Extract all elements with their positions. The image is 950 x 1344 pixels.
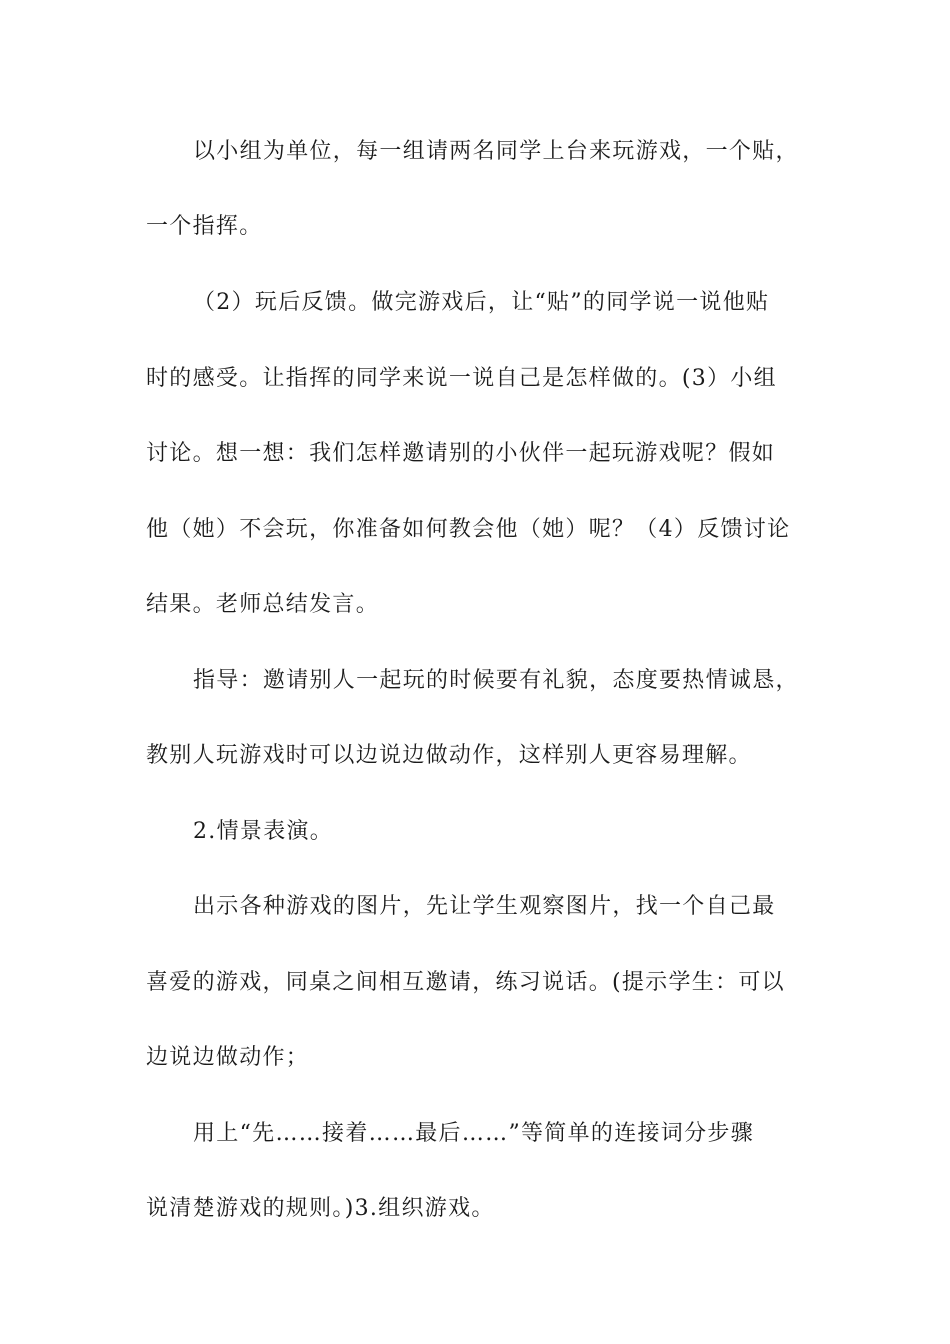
text-line: 结果。老师总结发言。	[146, 592, 380, 617]
text-line: 教别人玩游戏时可以边说边做动作，这样别人更容易理解。	[146, 743, 752, 768]
text-line: 边说边做动作；	[146, 1045, 310, 1070]
text-line: 以小组为单位，每一组请两名同学上台来玩游戏，一个贴，	[193, 139, 799, 164]
text-line: 讨论。想一想：我们怎样邀请别的小伙伴一起玩游戏呢？假如	[146, 441, 776, 466]
text-line: 用上“先……接着……最后……”等简单的连接词分步骤	[193, 1121, 754, 1146]
section-heading: 2.情景表演。	[193, 819, 334, 844]
text-line: 时的感受。让指挥的同学来说一说自己是怎样做的。(3）小组	[146, 366, 777, 391]
text-line: 出示各种游戏的图片，先让学生观察图片，找一个自己最	[193, 894, 776, 919]
text-line: 他（她）不会玩，你准备如何教会他（她）呢？（4）反馈讨论	[146, 517, 791, 542]
text-line: 喜爱的游戏，同桌之间相互邀请，练习说话。(提示学生：可以	[146, 970, 785, 995]
text-line: （2）玩后反馈。做完游戏后，让“贴”的同学说一说他贴	[193, 290, 770, 315]
text-line: 说清楚游戏的规则。)3.组织游戏。	[146, 1196, 495, 1221]
text-line: 指导：邀请别人一起玩的时候要有礼貌，态度要热情诚恳，	[193, 668, 799, 693]
text-line: 一个指挥。	[146, 214, 263, 239]
